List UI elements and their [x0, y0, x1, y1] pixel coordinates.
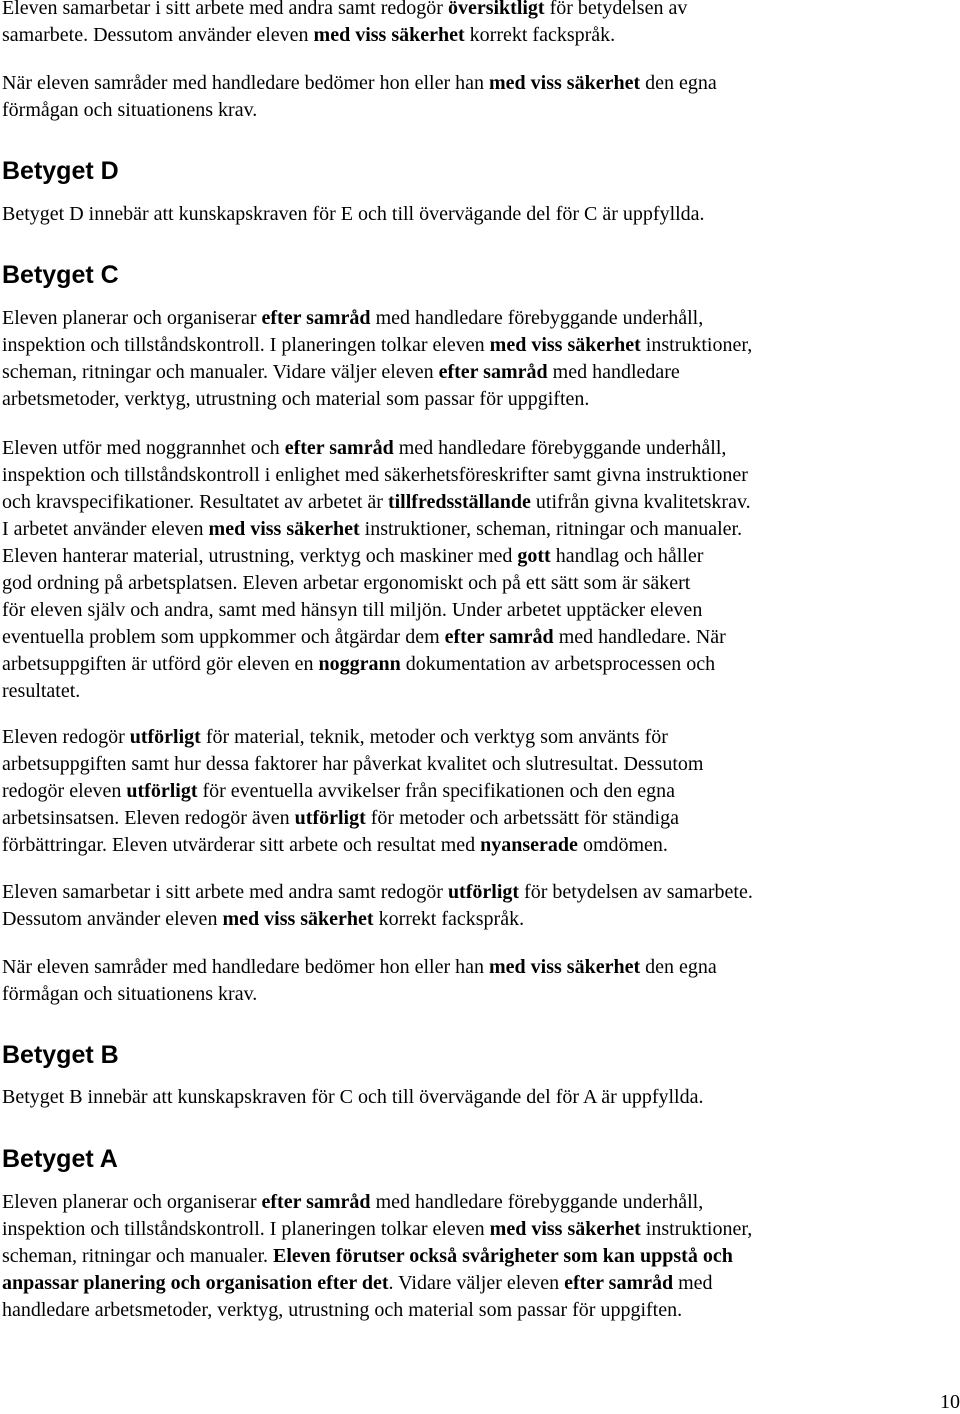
text-line: Betyget D innebär att kunskapskraven för E och till övervägande del för C är uppfyllda.	[2, 203, 705, 225]
section-heading-d: Betyget D	[2, 157, 119, 185]
text-line: Eleven redogör utförligt för material, teknik, metoder och verktyg som använts för	[2, 726, 668, 748]
emphasis: efter samråd	[261, 1191, 371, 1213]
emphasis: översiktligt	[447, 0, 545, 19]
emphasis: utförligt	[294, 807, 366, 829]
emphasis: noggrann	[318, 653, 401, 675]
text-line: scheman, ritningar och manualer. Vidare väljer eleven efter samråd med handledare	[2, 361, 680, 383]
emphasis: med viss säkerhet	[489, 1218, 641, 1240]
text-line: Eleven samarbetar i sitt arbete med andra samt redogör utförligt för betydelsen av samarbete.	[2, 881, 753, 903]
text-line: arbetsuppgiften samt hur dessa faktorer har påverkat kvalitet och slutresultat. Dessutom	[2, 753, 704, 775]
emphasis: med viss säkerhet	[208, 518, 360, 540]
emphasis: efter samråd	[438, 361, 548, 383]
page-number: 10	[940, 1391, 960, 1413]
section-heading-b: Betyget B	[2, 1041, 119, 1069]
text-line: scheman, ritningar och manualer. Eleven förutser också svårigheter som kan uppstå och	[2, 1245, 733, 1267]
section-c-paragraph-4	[2, 879, 952, 933]
text-line: och kravspecifikationer. Resultatet av arbetet är tillfredsställande utifrån givna kvalitetskrav.	[2, 491, 751, 513]
text-line: När eleven samråder med handledare bedömer hon eller han med viss säkerhet den egna	[2, 72, 717, 94]
text-line: god ordning på arbetsplatsen. Eleven arbetar ergonomiskt och på ett sätt som är säkert	[2, 572, 691, 594]
text-line: Dessutom använder eleven med viss säkerhet korrekt fackspråk.	[2, 908, 525, 930]
emphasis: tillfredsställande	[387, 491, 531, 513]
text-line: I arbetet använder eleven med viss säkerhet instruktioner, scheman, ritningar och manualer.	[2, 518, 743, 540]
text-line: Eleven planerar och organiserar efter samråd med handledare förebyggande underhåll,	[2, 1191, 704, 1213]
section-c-paragraph-2	[2, 435, 952, 705]
text-line: handledare arbetsmetoder, verktyg, utrustning och material som passar för uppgiften.	[2, 1299, 683, 1321]
emphasis: efter samråd	[284, 437, 394, 459]
emphasis: utförligt	[129, 726, 201, 748]
text-line: förbättringar. Eleven utvärderar sitt arbete och resultat med nyanserade omdömen.	[2, 834, 668, 856]
text-line: inspektion och tillståndskontroll. I planeringen tolkar eleven med viss säkerhet instruktioner,	[2, 1218, 753, 1240]
text-line: förmågan och situationens krav.	[2, 99, 258, 121]
text-line: för eleven själv och andra, samt med hänsyn till miljön. Under arbetet upptäcker eleven	[2, 599, 703, 621]
text-line: Eleven planerar och organiserar efter samråd med handledare förebyggande underhåll,	[2, 307, 704, 329]
emphasis: med viss säkerhet	[222, 908, 374, 930]
text-line: Eleven samarbetar i sitt arbete med andra samt redogör översiktligt för betydelsen av	[2, 0, 952, 22]
emphasis: anpassar planering och organisation efter det	[2, 1272, 389, 1294]
emphasis: Eleven förutser också svårigheter som kan uppstå och	[273, 1245, 733, 1267]
text-line: anpassar planering och organisation efter det. Vidare väljer eleven efter samråd med	[2, 1272, 713, 1294]
text-line: Eleven hanterar material, utrustning, verktyg och maskiner med gott handlag och håller	[2, 545, 704, 567]
section-c-paragraph-1	[2, 305, 952, 413]
emphasis: utförligt	[447, 881, 520, 903]
intro-paragraph	[2, 0, 952, 49]
text-line: arbetsuppgiften är utförd gör eleven en noggrann dokumentation av arbetsprocessen och	[2, 653, 716, 675]
emphasis: med viss säkerhet	[313, 24, 465, 46]
section-heading-a: Betyget A	[2, 1145, 118, 1173]
text-line: förmågan och situationens krav.	[2, 983, 258, 1005]
text-line: Eleven utför med noggrannhet och efter samråd med handledare förebyggande underhåll,	[2, 437, 727, 459]
section-a-paragraph-1	[2, 1189, 952, 1324]
emphasis: med viss säkerhet	[489, 334, 641, 356]
emphasis: efter samråd	[444, 626, 554, 648]
text-line: eventuella problem som uppkommer och åtgärdar dem efter samråd med handledare. När	[2, 626, 726, 648]
text-line: resultatet.	[2, 680, 81, 702]
text-line: Betyget B innebär att kunskapskraven för C och till övervägande del för A är uppfyllda.	[2, 1086, 704, 1108]
text-line: samarbete. Dessutom använder eleven med viss säkerhet korrekt fackspråk.	[2, 24, 616, 46]
text-line: arbetsmetoder, verktyg, utrustning och material som passar för uppgiften.	[2, 388, 590, 410]
section-c-paragraph-5	[2, 954, 952, 1008]
section-heading-c: Betyget C	[2, 261, 119, 289]
emphasis: med viss säkerhet	[489, 956, 641, 978]
emphasis: nyanserade	[480, 834, 578, 856]
text-line: inspektion och tillståndskontroll. I planeringen tolkar eleven med viss säkerhet instruktioner,	[2, 334, 753, 356]
emphasis: gott	[517, 545, 551, 567]
emphasis: efter samråd	[261, 307, 371, 329]
text-line: redogör eleven utförligt för eventuella avvikelser från specifikationen och den egna	[2, 780, 676, 802]
section-b-text	[2, 1084, 952, 1111]
text-line: arbetsinsatsen. Eleven redogör även utförligt för metoder och arbetssätt för ständiga	[2, 807, 679, 829]
emphasis: efter samråd	[564, 1272, 674, 1294]
intro-paragraph-2	[2, 70, 952, 124]
emphasis: med viss säkerhet	[489, 72, 641, 94]
section-c-paragraph-3	[2, 724, 952, 859]
text-line: När eleven samråder med handledare bedömer hon eller han med viss säkerhet den egna	[2, 956, 717, 978]
section-d-text	[2, 201, 952, 228]
emphasis: utförligt	[126, 780, 198, 802]
text-line: inspektion och tillståndskontroll i enlighet med säkerhetsföreskrifter samt givna instruktioner	[2, 464, 748, 486]
